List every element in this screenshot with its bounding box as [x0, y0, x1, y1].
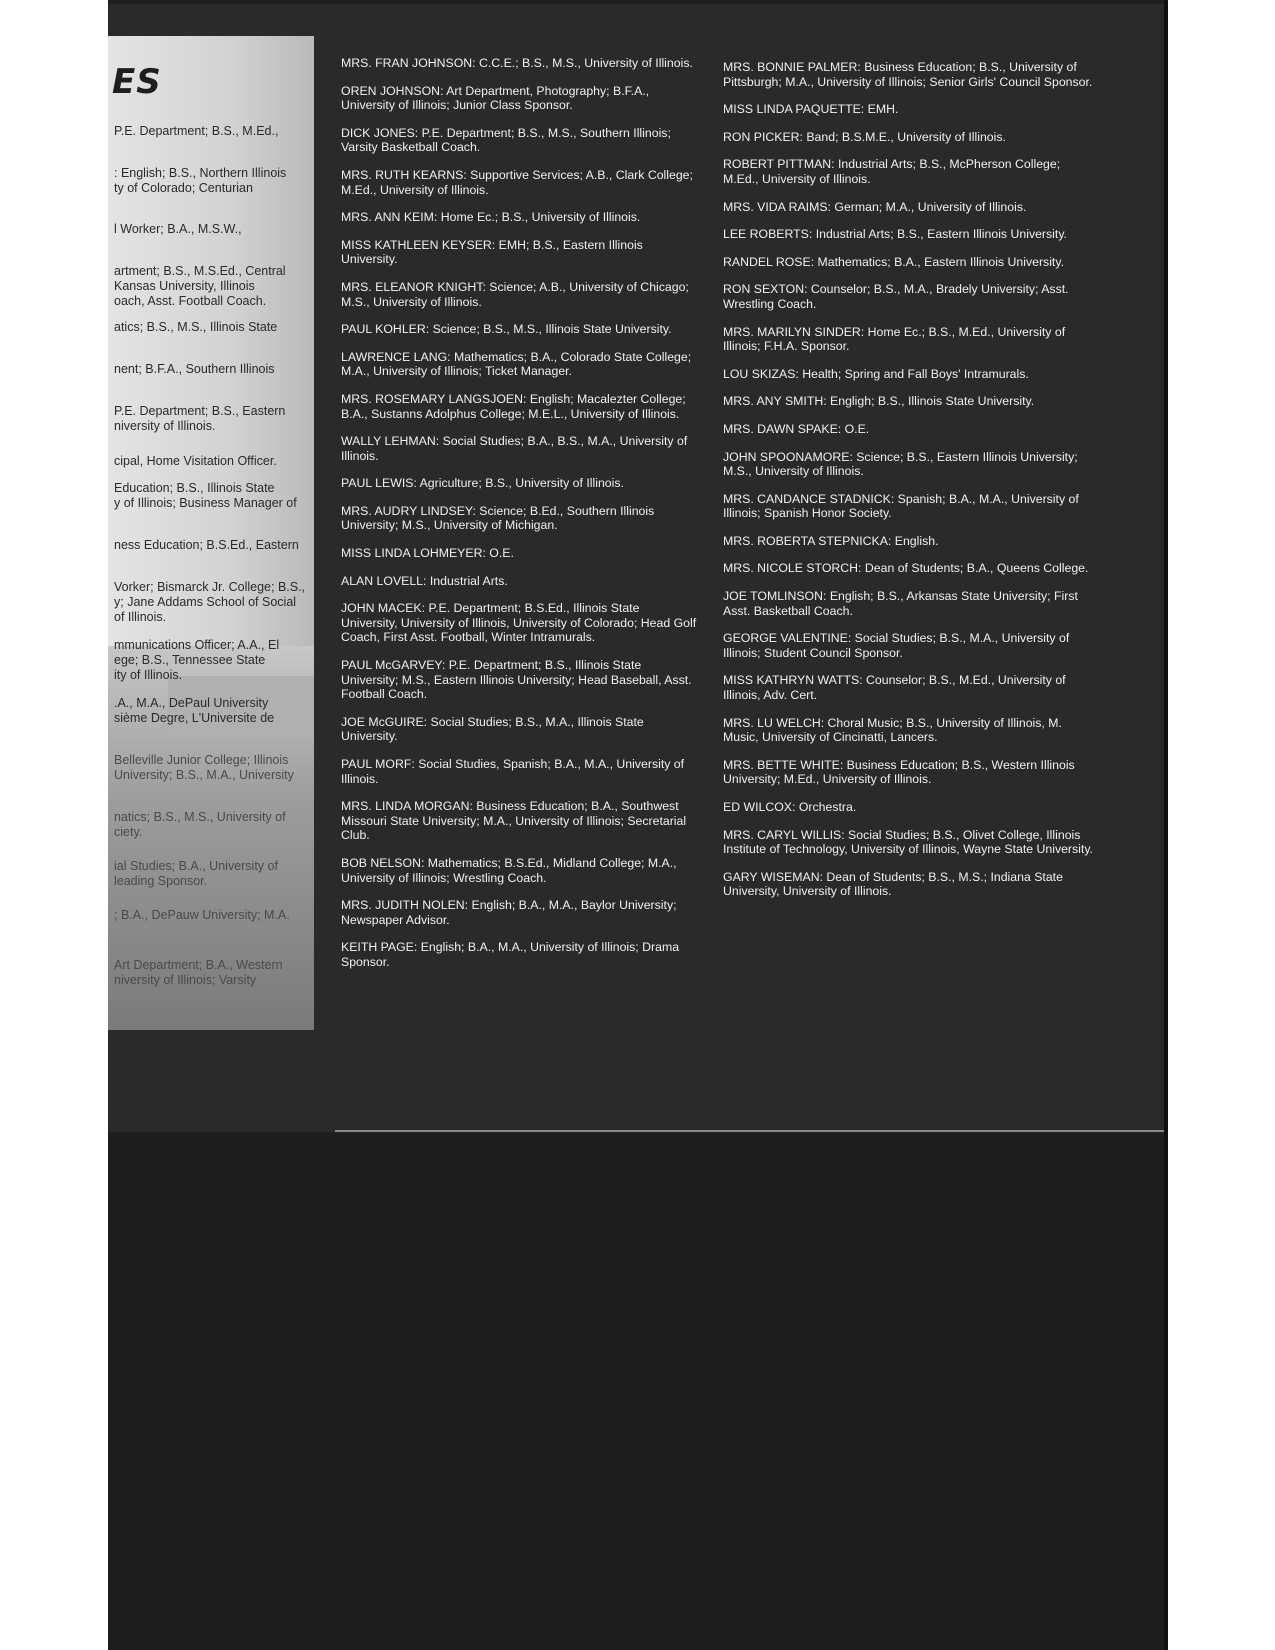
strip-line: Art Department; B.A., Western — [114, 958, 283, 972]
strip-heading: ES — [112, 62, 162, 102]
strip-line: P.E. Department; B.S., M.Ed., — [114, 124, 279, 138]
faculty-entry: KEITH PAGE: English; B.A., M.A., University of Illinois; Drama Sponsor. — [341, 940, 680, 969]
strip-line: : English; B.S., Northern Illinois — [114, 166, 287, 180]
faculty-entry: MRS. BETTE WHITE: Business Education; B.S., Western Illinois University; M.Ed., University of Illinois. — [723, 757, 1075, 787]
faculty-entry: LAWRENCE LANG: Mathematics; B.A., Colorado State College; M.A., University of Illinois; Ticket Manager. — [341, 349, 692, 379]
faculty-entry: RON PICKER: Band; B.S.M.E., University of Illinois. — [723, 129, 1006, 144]
faculty-entry: PAUL LEWIS: Agriculture; B.S., University of Illinois. — [341, 476, 624, 491]
faculty-entry: MISS KATHRYN WATTS: Counselor; B.S., M.Ed., University of Illinois, Adv. Cert. — [723, 673, 1066, 703]
faculty-entry: PAUL MORF: Social Studies, Spanish; B.A., M.A., University of Illinois. — [341, 757, 685, 786]
faculty-column-left — [341, 56, 697, 983]
strip-line: nent; B.F.A., Southern Illinois — [114, 362, 275, 376]
page-fold-line — [335, 1130, 1167, 1132]
strip-line: ness Education; B.S.Ed., Eastern — [114, 538, 299, 552]
faculty-entry: LEE ROBERTS: Industrial Arts; B.S., Eastern Illinois University. — [723, 227, 1067, 242]
strip-line: oach, Asst. Football Coach. — [114, 294, 267, 308]
faculty-entry: GARY WISEMAN: Dean of Students; B.S., M.S.; Indiana State University, University of Illinois. — [723, 869, 1063, 899]
faculty-entry: MRS. JUDITH NOLEN: English; B.A., M.A., Baylor University; Newspaper Advisor. — [341, 898, 677, 927]
faculty-entry: RANDEL ROSE: Mathematics; B.A., Eastern Illinois University. — [723, 254, 1064, 269]
faculty-entry: PAUL KOHLER: Science; B.S., M.S., Illinois State University. — [341, 322, 672, 337]
faculty-entry: JOHN MACEK: P.E. Department; B.S.Ed., Illinois State University, University of Illinois, University of Colorado; Head Golf Coach, First Asst. Football, Winter Intramurals. — [341, 601, 697, 645]
strip-line: .A., M.A., DePaul University — [114, 696, 269, 710]
faculty-entry: MRS. ROSEMARY LANGSJOEN: English; Macalezter College; B.A., Sustanns Adolphus College; M.E.L., University of Illinois. — [341, 391, 686, 421]
faculty-entry: MISS LINDA LOHMEYER: O.E. — [341, 546, 514, 561]
faculty-entry: MRS. MARILYN SINDER: Home Ec.; B.S., M.Ed., University of Illinois; F.H.A. Sponsor. — [723, 324, 1066, 354]
faculty-entry: MRS. FRAN JOHNSON: C.C.E.; B.S., M.S., University of Illinois. — [341, 56, 693, 70]
faculty-entry: MISS LINDA PAQUETTE: EMH. — [723, 102, 899, 117]
strip-line: y of Illinois; Business Manager of — [114, 496, 297, 510]
strip-line: ial Studies; B.A., University of — [114, 859, 278, 873]
strip-line: Kansas University, Illinois — [114, 279, 255, 293]
strip-line: leading Sponsor. — [114, 874, 208, 888]
faculty-entry: MRS. ROBERTA STEPNICKA: English. — [723, 533, 939, 548]
strip-line: University; B.S., M.A., University — [114, 768, 294, 782]
strip-line: ; B.A., DePauw University; M.A. — [114, 908, 290, 922]
faculty-entry: JOE TOMLINSON: English; B.S., Arkansas State University; First Asst. Basketball Coach. — [723, 589, 1078, 618]
faculty-entry: BOB NELSON: Mathematics; B.S.Ed., Midland College; M.A., University of Illinois; Wrestling Coach. — [341, 855, 677, 885]
faculty-entry: MRS. AUDRY LINDSEY: Science; B.Ed., Southern Illinois University; M.S., University of Michigan. — [341, 503, 655, 533]
faculty-entry: MRS. BONNIE PALMER: Business Education; B.S., University of Pittsburgh; M.A., University of Illinois; Senior Girls' Council Sponsor. — [723, 60, 1093, 89]
strip-line: niversity of Illinois. — [114, 419, 216, 433]
faculty-entry: MRS. VIDA RAIMS: German; M.A., University of Illinois. — [723, 199, 1027, 214]
faculty-entry: JOHN SPOONAMORE: Science; B.S., Eastern Illinois University; M.S., University of Illinois. — [723, 449, 1078, 479]
strip-line: Vorker; Bismarck Jr. College; B.S., — [114, 580, 306, 594]
faculty-entry: MISS KATHLEEN KEYSER: EMH; B.S., Eastern Illinois University. — [341, 237, 643, 267]
faculty-entry: ALAN LOVELL: Industrial Arts. — [341, 573, 508, 588]
faculty-column-right — [723, 60, 1093, 912]
faculty-entry: MRS. CARYL WILLIS: Social Studies; B.S., Olivet College, Illinois Institute of Technology, University of Illinois, Wayne State University. — [723, 827, 1093, 857]
faculty-entry: MRS. ELEANOR KNIGHT: Science; A.B., University of Chicago; M.S., University of Illinois. — [341, 279, 689, 309]
page-lower-panel — [108, 1136, 1168, 1650]
faculty-entry: DICK JONES: P.E. Department; B.S., M.S., Southern Illinois; Varsity Basketball Coach. — [341, 125, 671, 155]
strip-line: Belleville Junior College; Illinois — [114, 753, 289, 767]
faculty-entry: ROBERT PITTMAN: Industrial Arts; B.S., McPherson College; M.Ed., University of Illinois. — [723, 157, 1061, 186]
faculty-entry: JOE McGUIRE: Social Studies; B.S., M.A., Illinois State University. — [341, 714, 644, 744]
strip-line: natics; B.S., M.S., University of — [114, 810, 286, 824]
faculty-entry: MRS. LU WELCH: Choral Music; B.S., University of Illinois, M. Music, University of Cincinatti, Lancers. — [723, 715, 1062, 745]
strip-line: y; Jane Addams School of Social — [114, 595, 297, 609]
strip-line: atics; B.S., M.S., Illinois State — [114, 320, 278, 334]
faculty-entry: MRS. ANY SMITH: Engligh; B.S., Illinois State University. — [723, 394, 1035, 409]
faculty-entry: MRS. DAWN SPAKE: O.E. — [723, 421, 870, 436]
strip-line: ciety. — [114, 825, 143, 839]
faculty-entry: MRS. CANDANCE STADNICK: Spanish; B.A., M.A., University of Illinois; Spanish Honor Society. — [723, 491, 1079, 521]
faculty-entry: LOU SKIZAS: Health; Spring and Fall Boys' Intramurals. — [723, 366, 1029, 381]
strip-line: P.E. Department; B.S., Eastern — [114, 404, 286, 418]
strip-line: Education; B.S., Illinois State — [114, 481, 275, 495]
strip-line: l Worker; B.A., M.S.W., — [114, 222, 242, 236]
faculty-entry: RON SEXTON: Counselor; B.S., M.A., Bradely University; Asst. Wrestling Coach. — [723, 282, 1069, 311]
faculty-entry: MRS. RUTH KEARNS: Supportive Services; A.B., Clark College; M.Ed., University of Illinois. — [341, 167, 693, 197]
faculty-entry: WALLY LEHMAN: Social Studies; B.A., B.S., M.A., University of Illinois. — [341, 434, 688, 463]
left-photo-strip — [108, 36, 314, 1030]
faculty-entry: MRS. NICOLE STORCH: Dean of Students; B.A., Queens College. — [723, 561, 1089, 576]
faculty-entry: MRS. ANN KEIM: Home Ec.; B.S., University of Illinois. — [341, 210, 641, 225]
faculty-entry: GEORGE VALENTINE: Social Studies; B.S., M.A., University of Illinois; Student Council Sponsor. — [723, 631, 1070, 660]
faculty-entry: MRS. LINDA MORGAN: Business Education; B.A., Southwest Missouri State University; M.A., University of Illinois; Secretarial Club. — [341, 799, 687, 843]
strip-line: niversity of Illinois; Varsity — [114, 973, 257, 987]
faculty-entry: ED WILCOX: Orchestra. — [723, 800, 857, 814]
strip-line: ty of Colorado; Centurian — [114, 181, 253, 195]
strip-line: ity of Illinois. — [114, 668, 183, 682]
strip-line: artment; B.S., M.S.Ed., Central — [114, 264, 286, 278]
strip-line: mmunications Officer; A.A., El — [114, 638, 280, 652]
faculty-entry: PAUL McGARVEY: P.E. Department; B.S., Illinois State University; M.S., Eastern Illinois University; Head Baseball, Asst. Football Coach. — [341, 658, 692, 702]
strip-line: ege; B.S., Tennessee State — [114, 653, 266, 667]
faculty-entry: OREN JOHNSON: Art Department, Photography; B.F.A., University of Illinois; Junior Class Sponsor. — [341, 83, 650, 113]
page-right-edge — [1164, 0, 1168, 1650]
strip-line: sième Degre, L'Universite de — [114, 711, 275, 725]
strip-line: of Illinois. — [114, 610, 167, 624]
strip-line: cipal, Home Visitation Officer. — [114, 454, 277, 468]
